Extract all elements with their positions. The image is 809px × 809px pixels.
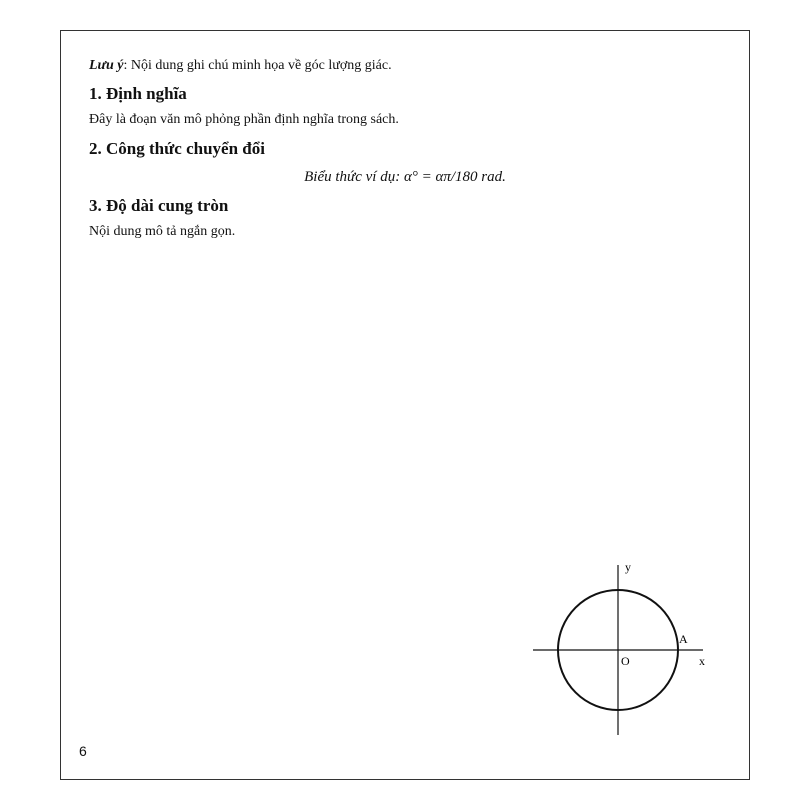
section-heading-2: 2. Công thức chuyển đổi (89, 138, 265, 158)
section-text-3: Nội dung mô tả ngắn gọn. (89, 223, 236, 239)
note-title: Lưu ý: Nội dung ghi chú minh họa về góc lượng giác. (89, 58, 392, 73)
point-label: A (679, 632, 688, 646)
page-number: 6 (79, 743, 87, 759)
y-axis-label: y (625, 560, 631, 574)
section-heading-1: 1. Định nghĩa (89, 84, 187, 104)
unit-circle-diagram (523, 555, 713, 745)
page-frame (60, 30, 750, 780)
origin-label: O (621, 654, 630, 668)
formula: Biểu thức ví dụ: α° = απ/180 rad. (304, 168, 506, 185)
section-text-1: Đây là đoạn văn mô phỏng phần định nghĩa trong sách. (89, 112, 399, 128)
x-axis-label: x (699, 654, 705, 668)
section-heading-3: 3. Độ dài cung tròn (89, 195, 229, 215)
